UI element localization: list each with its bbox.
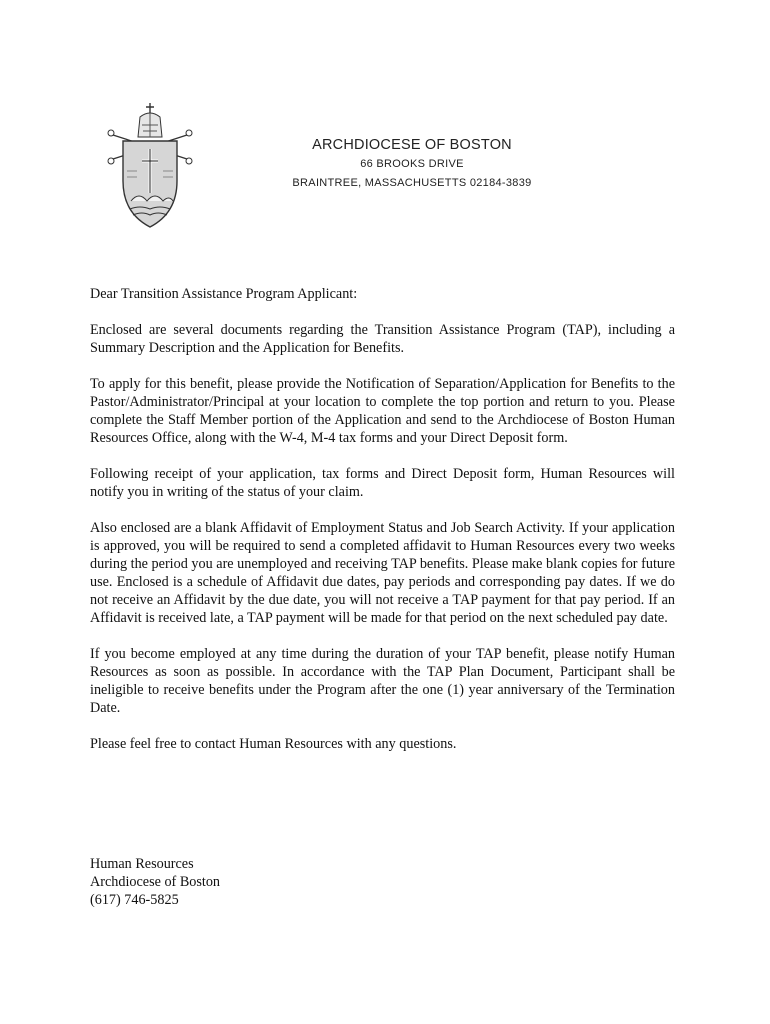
paragraph-contact: Please feel free to contact Human Resources with any questions. (90, 736, 457, 752)
signature-block (90, 855, 220, 909)
archdiocese-coat-of-arms-logo (103, 101, 197, 231)
paragraph-affidavit: Also enclosed are a blank Affidavit of Employment Status and Job Search Activity. If your application is approved, you will be required to send a completed affidavit to Human Resources every two weeks during the period you are unemployed and receiving TAP benefits. Please make blank copies for future use. Enclosed is a schedule of Affidavit due dates, pay periods and corresponding pay dates. If we do not receive an Affidavit by the due date, you will not receive a TAP payment for that pay period. If an Affidavit is received late, a TAP payment will be made for that period on the next scheduled pay date. (90, 520, 675, 626)
letterhead (282, 136, 542, 193)
street-address: 66 BROOKS DRIVE (360, 158, 464, 170)
signature-department: Human Resources (90, 856, 194, 872)
paragraph-following-receipt: Following receipt of your application, tax forms and Direct Deposit form, Human Resources will notify you in writing of the status of your claim. (90, 466, 675, 500)
signature-organization: Archdiocese of Boston (90, 874, 221, 890)
paragraph-how-to-apply: To apply for this benefit, please provide the Notification of Separation/Application for Benefits to the Pastor/Administrator/Principal at your location to complete the top portion and return to you. Please complete the Staff Member portion of the Application and send to the Archdiocese of Boston Human Resources Office, along with the W-4, M-4 tax forms and your Direct Deposit form. (90, 376, 675, 446)
paragraph-employment-notice: If you become employed at any time during the duration of your TAP benefit, please notify Human Resources as soon as possible. In accordance with the TAP Plan Document, Participant shall be ineligible to receive benefits under the Program after the one (1) year anniversary of the Termination Date. (90, 646, 675, 716)
signature-phone: (617) 746-5825 (90, 892, 179, 908)
letter-body (90, 285, 675, 771)
city-state-zip: BRAINTREE, MASSACHUSETTS 02184-3839 (292, 177, 532, 189)
organization-name: ARCHDIOCESE OF BOSTON (312, 137, 512, 153)
paragraph-enclosed-documents: Enclosed are several documents regarding the Transition Assistance Program (TAP), including a Summary Description and the Application for Benefits. (90, 322, 675, 356)
salutation: Dear Transition Assistance Program Applicant: (90, 286, 358, 302)
